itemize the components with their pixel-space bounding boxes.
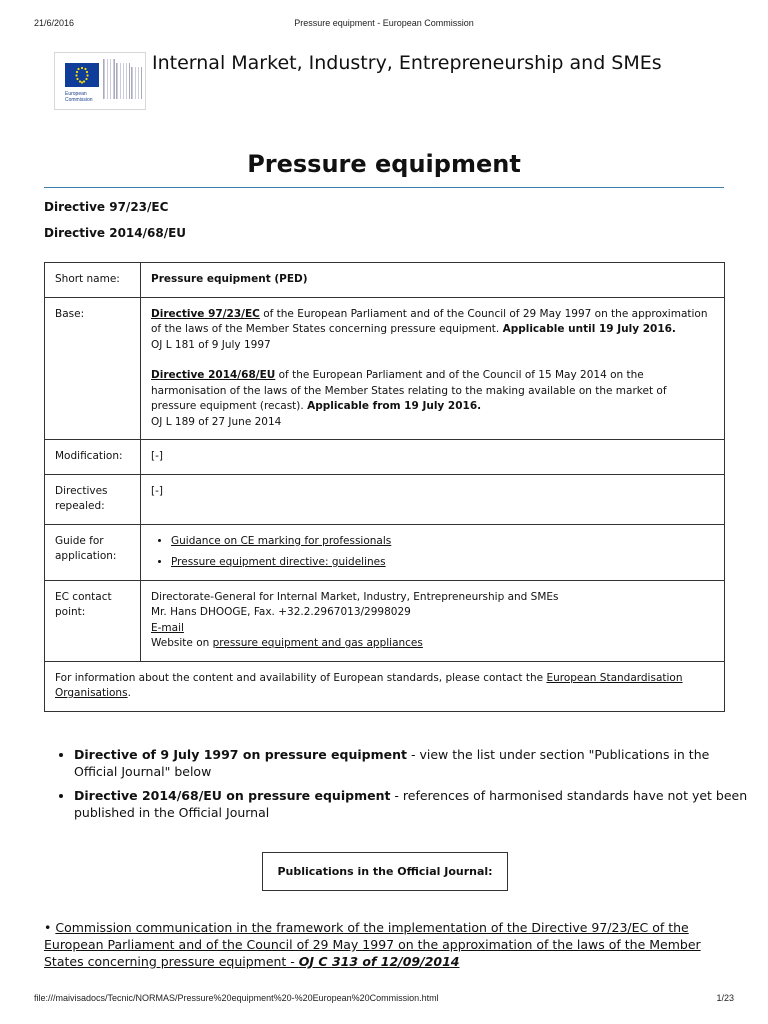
list-item — [74, 787, 754, 821]
base-directive-1 — [151, 307, 714, 354]
list-item — [74, 746, 754, 780]
base-value — [141, 297, 725, 440]
base-directive-2-text: of the European Parliament and of the Council of 15 May 2014 on the harmonisation of the laws of the Member States relating to the making available on the market of pressure equipment (recast). — [151, 369, 667, 412]
guide-value — [141, 524, 725, 580]
title-divider — [44, 187, 724, 188]
directive-info-table — [44, 262, 725, 712]
applicability-from: Applicable from 19 July 2016. — [307, 400, 482, 412]
table-row-repealed — [45, 474, 725, 524]
base-directive-1-text: of the European Parliament and of the Council of 29 May 1997 on the approximation of the laws of the Member States concerning pressure equipment. — [151, 307, 708, 335]
row-label: Modification: — [45, 440, 141, 475]
file-path: file:///maivisadocs/Tecnic/NORMAS/Pressure%20equipment%20-%20European%20Commission.html — [34, 993, 439, 1003]
directive-97-23-link[interactable]: Directive 97/23/EC — [151, 307, 260, 320]
guidance-ce-marking-link[interactable]: Guidance on CE marking for professionals — [171, 534, 392, 547]
list-item — [171, 534, 714, 550]
print-title: Pressure equipment - European Commission — [294, 18, 474, 28]
standards-end: . — [127, 687, 131, 699]
ped-guidelines-link[interactable]: Pressure equipment directive: guidelines — [171, 556, 386, 568]
directive-heading-2: Directive 2014/68/EU — [44, 226, 187, 240]
bullet: • — [44, 920, 52, 935]
building-icon — [103, 59, 115, 99]
print-footer — [34, 993, 734, 1007]
list-item — [171, 555, 714, 571]
european-commission-logo[interactable] — [54, 52, 146, 110]
short-name-value: Pressure equipment (PED) — [141, 263, 725, 298]
contact-person: Mr. Hans DHOOGE, Fax. +32.2.2967013/2998029 — [151, 606, 411, 618]
guide-list — [151, 534, 714, 571]
base-directive-2 — [151, 368, 714, 430]
print-header — [34, 18, 734, 32]
eso-link[interactable]: European Standardisation Organisations — [55, 671, 683, 699]
commission-communication — [44, 919, 734, 970]
contact-website — [151, 636, 714, 652]
website-prefix: Website on — [151, 637, 213, 649]
page-number: 1/23 — [716, 993, 734, 1003]
row-label: Base: — [45, 297, 141, 440]
row-label: Directives repealed: — [45, 474, 141, 524]
logo-text-line2: Commission — [65, 97, 93, 103]
list-item-title: Directive 2014/68/EU on pressure equipment — [74, 788, 391, 803]
table-row-short-name — [45, 263, 725, 298]
eu-flag-icon — [65, 63, 99, 87]
contact-dg: Directorate-General for Internal Market, Industry, Entrepreneurship and SMEs — [151, 590, 559, 603]
page-title: Pressure equipment — [247, 150, 521, 178]
standards-text: For information about the content and availability of European standards, please contact the — [55, 671, 547, 684]
table-row-base — [45, 297, 725, 440]
table-row-standards — [45, 661, 725, 711]
directive-heading-1: Directive 97/23/EC — [44, 200, 169, 214]
building-icon — [116, 63, 130, 99]
row-label: Short name: — [45, 263, 141, 298]
communication-link-text: Commission communication in the framework of the implementation of the Directive 97/23/EC of the European Parliament and of the Council of 29 May 1997 on the approximation of the laws of the Member States concerning pressure equipment - — [44, 920, 701, 969]
email-link[interactable]: E-mail — [151, 621, 184, 634]
list-item-text: - references of harmonised standards have not yet been published in the Official Journal — [74, 788, 748, 820]
table-row-modification — [45, 440, 725, 475]
list-item-title: Directive of 9 July 1997 on pressure equipment — [74, 747, 407, 762]
directive-2014-68-link[interactable]: Directive 2014/68/EU — [151, 369, 276, 381]
repealed-value: [-] — [141, 474, 725, 524]
logo-text-line1: European — [65, 91, 87, 97]
site-title: Internal Market, Industry, Entrepreneurship and SMEs — [152, 52, 662, 74]
building-icon — [131, 67, 142, 99]
table-row-contact — [45, 580, 725, 661]
publications-heading-box: Publications in the Official Journal: — [262, 852, 508, 891]
commission-communication-link[interactable] — [44, 920, 701, 969]
oj-reference-1: OJ L 181 of 9 July 1997 — [151, 338, 271, 351]
directive-list — [44, 746, 754, 828]
print-date: 21/6/2016 — [34, 18, 75, 28]
row-label: EC contact point: — [45, 580, 141, 661]
contact-value — [141, 580, 725, 661]
table-row-guide — [45, 524, 725, 580]
row-label: Guide for application: — [45, 524, 141, 580]
applicability-until: Applicable until 19 July 2016. — [502, 323, 676, 335]
website-link[interactable]: pressure equipment and gas appliances — [212, 637, 423, 649]
standards-info — [45, 661, 725, 711]
oj-reference-c313: OJ C 313 of 12/09/2014 — [298, 954, 460, 969]
modification-value: [-] — [141, 440, 725, 475]
list-item-text: - view the list under section "Publications in the Official Journal" below — [74, 747, 710, 779]
oj-reference-2: OJ L 189 of 27 June 2014 — [151, 415, 282, 428]
